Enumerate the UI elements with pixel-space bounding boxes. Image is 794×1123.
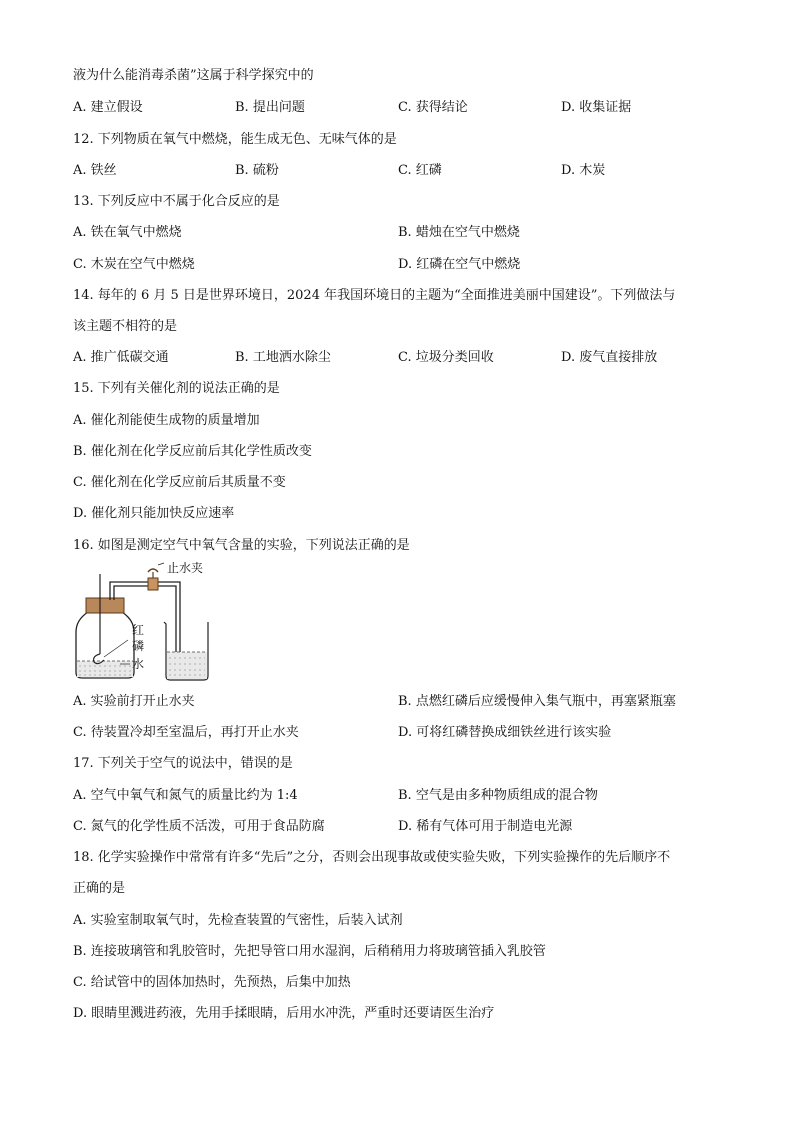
q13-option-d: D. 红磷在空气中燃烧 [398, 257, 521, 272]
q12-option-c: C. 红磷 [398, 163, 442, 178]
q14-option-c: C. 垃圾分类回收 [398, 350, 494, 365]
q11-option-c: C. 获得结论 [398, 100, 468, 115]
q16-option-c: C. 待装置冷却至室温后，再打开止水夹 [73, 725, 299, 740]
q13-option-c: C. 木炭在空气中燃烧 [73, 257, 195, 272]
q16-option-d: D. 可将红磷替换成细铁丝进行该实验 [398, 725, 612, 740]
question-11-stem-tail: 液为什么能消毒杀菌”这属于科学探究中的 [73, 68, 314, 83]
q15-option-b: B. 催化剂在化学反应前后其化学性质改变 [73, 444, 312, 459]
q14-option-a: A. 推广低碳交通 [73, 350, 169, 365]
question-16-stem: 16. 如图是测定空气中氧气含量的实验，下列说法正确的是 [73, 538, 410, 553]
oxygen-content-apparatus-figure [70, 560, 220, 690]
water-label: 水 [132, 657, 145, 671]
q12-option-d: D. 木炭 [561, 163, 606, 178]
q13-option-b: B. 蜡烛在空气中燃烧 [398, 225, 520, 240]
water-stop-clamp [148, 578, 158, 590]
q11-option-d: D. 收集证据 [561, 100, 632, 115]
phosphorus-label-1: 红 [132, 623, 145, 637]
clamp-label: 止水夹 [167, 561, 204, 575]
q18-option-a: A. 实验室制取氧气时，先检查装置的气密性，后装入试剂 [73, 913, 403, 928]
q15-option-d: D. 催化剂只能加快反应速率 [73, 506, 235, 521]
phosphorus-label-2: 磷 [132, 639, 145, 653]
q13-option-a: A. 铁在氧气中燃烧 [73, 225, 182, 240]
question-12-stem: 12. 下列物质在氧气中燃烧，能生成无色、无味气体的是 [73, 132, 397, 147]
q17-option-c: C. 氮气的化学性质不活泼，可用于食品防腐 [73, 819, 325, 834]
question-17-stem: 17. 下列关于空气的说法中，错误的是 [73, 756, 293, 771]
question-14-stem-line1: 14. 每年的 6 月 5 日是世界环境日，2024 年我国环境日的主题为“全面推进美丽中国建设”。下列做法与 [73, 288, 676, 303]
question-15-stem: 15. 下列有关催化剂的说法正确的是 [73, 381, 280, 396]
q18-option-c: C. 给试管中的固体加热时，先预热，后集中加热 [73, 975, 351, 990]
q17-option-d: D. 稀有气体可用于制造电光源 [398, 819, 573, 834]
q14-option-d: D. 废气直接排放 [561, 350, 658, 365]
rubber-stopper [86, 598, 124, 613]
q11-option-b: B. 提出问题 [235, 100, 305, 115]
q11-option-a: A. 建立假设 [73, 100, 143, 115]
q18-option-d: D. 眼睛里溅进药液，先用手揉眼睛，后用水冲洗，严重时还要请医生治疗 [73, 1006, 495, 1021]
q14-option-b: B. 工地洒水除尘 [235, 350, 331, 365]
q16-option-b: B. 点燃红磷后应缓慢伸入集气瓶中，再塞紧瓶塞 [398, 694, 676, 709]
question-18-stem-line2: 正确的是 [73, 881, 126, 896]
q18-option-b: B. 连接玻璃管和乳胶管时，先把导管口用水湿润，后稍稍用力将玻璃管插入乳胶管 [73, 944, 546, 959]
question-13-stem: 13. 下列反应中不属于化合反应的是 [73, 194, 280, 209]
q12-option-a: A. 铁丝 [73, 163, 117, 178]
q12-option-b: B. 硫粉 [235, 163, 279, 178]
q17-option-a: A. 空气中氧气和氮气的质量比约为 1:4 [73, 788, 298, 803]
q15-option-c: C. 催化剂在化学反应前后其质量不变 [73, 475, 286, 490]
bottle-water [77, 661, 133, 677]
question-14-stem-line2: 该主题不相符的是 [73, 319, 178, 334]
question-18-stem-line1: 18. 化学实验操作中常常有许多“先后”之分，否则会出现事故或使实验失败，下列实验操作的先后顺序不 [73, 850, 671, 865]
q17-option-b: B. 空气是由多种物质组成的混合物 [398, 788, 598, 803]
q16-option-a: A. 实验前打开止水夹 [73, 694, 195, 709]
q15-option-a: A. 催化剂能使生成物的质量增加 [73, 413, 260, 428]
